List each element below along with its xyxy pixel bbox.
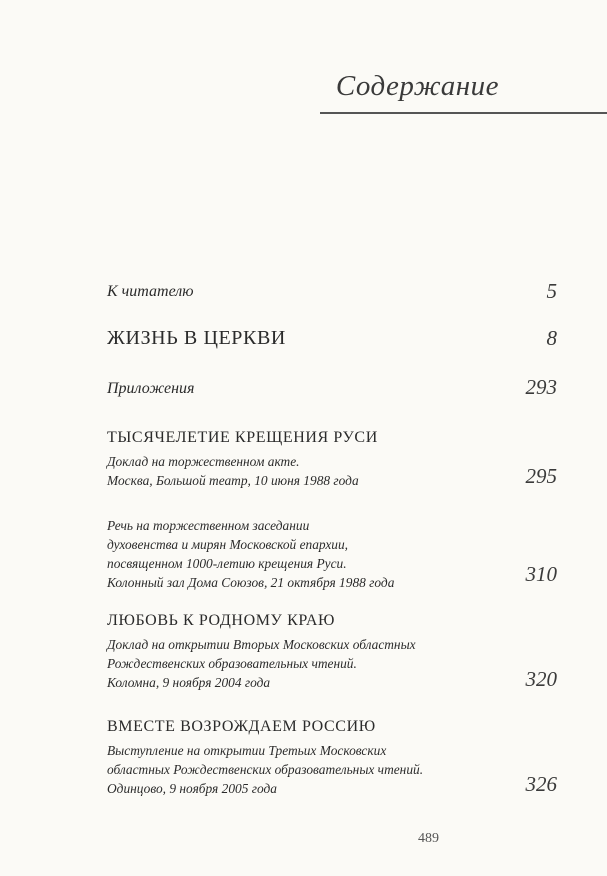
toc-entry-line: Коломна, 9 ноября 2004 года xyxy=(107,675,271,690)
page-title: Содержание xyxy=(335,70,499,102)
toc-entry-line: Доклад на открытии Вторых Московских областных xyxy=(107,637,416,652)
toc-entry-line: Рождественских образовательных чтений. xyxy=(107,656,357,671)
toc-entry-line: Речь на торжественном заседании xyxy=(107,518,310,533)
toc-entry-line: посвященном 1000-летию крещения Руси. xyxy=(107,556,347,571)
toc-entry xyxy=(107,741,423,798)
toc-section-title: ЖИЗНЬ В ЦЕРКВИ xyxy=(107,327,286,349)
toc-entry-line: Доклад на торжественном акте. xyxy=(107,454,300,469)
toc-item-page: 5 xyxy=(546,279,557,303)
toc-item-page: 310 xyxy=(525,562,557,586)
toc-entry xyxy=(107,452,359,490)
toc-section-title: ВМЕСТЕ ВОЗРОЖДАЕМ РОССИЮ xyxy=(107,718,376,735)
toc-entry-line: Москва, Большой театр, 10 июня 1988 года xyxy=(107,473,359,488)
toc-item-label: К читателю xyxy=(107,283,194,300)
toc-item-page: 295 xyxy=(525,464,557,488)
toc-item-label: Приложения xyxy=(107,380,195,397)
toc-entry xyxy=(107,635,416,692)
toc-entry-line: духовенства и мирян Московской епархии, xyxy=(107,537,349,552)
toc-item-page: 326 xyxy=(525,772,557,796)
toc-section-title: ЛЮБОВЬ К РОДНОМУ КРАЮ xyxy=(107,612,336,629)
toc-item-page: 320 xyxy=(525,667,557,691)
page-number: 489 xyxy=(418,831,439,846)
toc-entry-line: Колонный зал Дома Союзов, 21 октября 1988 года xyxy=(107,575,395,590)
toc-item-page: 293 xyxy=(525,375,557,399)
title-divider xyxy=(320,112,607,114)
toc-section-title: ТЫСЯЧЕЛЕТИЕ КРЕЩЕНИЯ РУСИ xyxy=(107,429,378,446)
toc-entry-line: Одинцово, 9 ноября 2005 года xyxy=(107,781,277,796)
toc-item-page: 8 xyxy=(546,326,557,350)
toc-entry-line: Выступление на открытии Третьих Московских xyxy=(107,743,387,758)
toc-entry xyxy=(107,516,394,592)
toc-entry-line: областных Рождественских образовательных чтений. xyxy=(107,762,424,777)
